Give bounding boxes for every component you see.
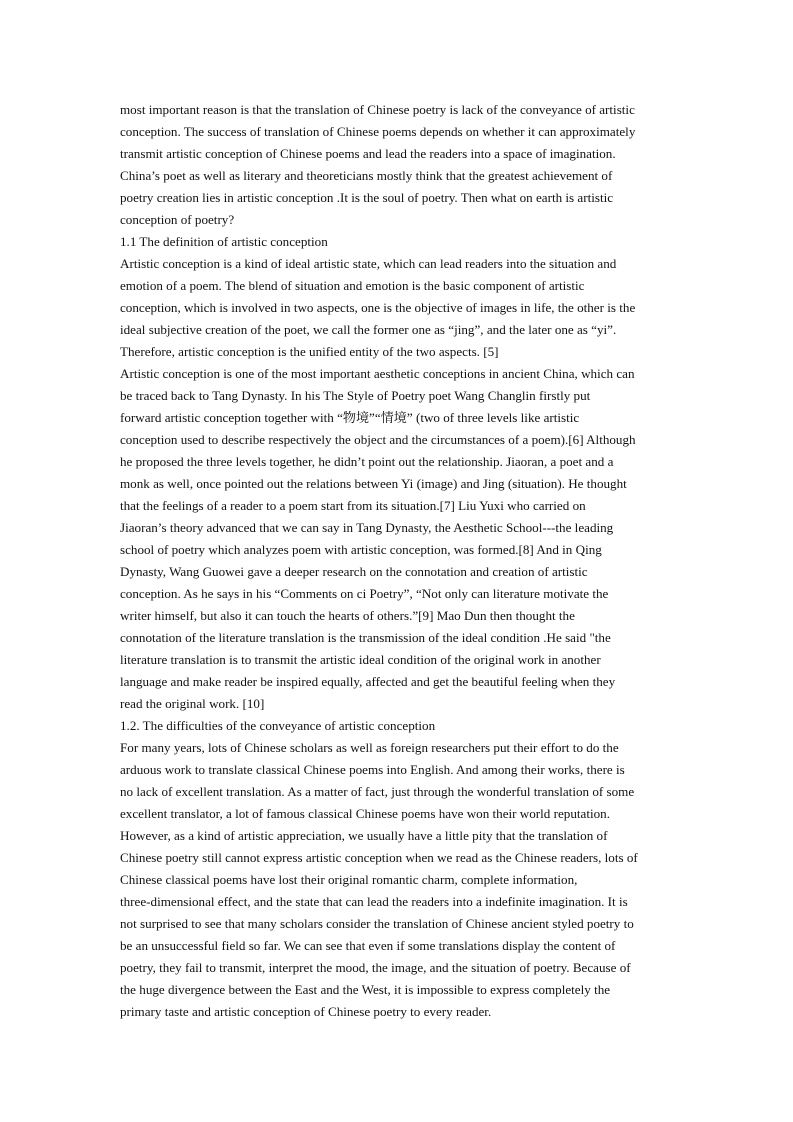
text-line: ideal subjective creation of the poet, we call the former one as “jing”, and the later one as “yi”. xyxy=(120,322,617,337)
text-line: excellent translator, a lot of famous classical Chinese poems have won their world reputation. xyxy=(120,806,610,821)
text-line: poetry creation lies in artistic conception .It is the soul of poetry. Then what on earth is artistic xyxy=(120,190,614,205)
text-line: primary taste and artistic conception of Chinese poetry to every reader. xyxy=(120,1004,492,1019)
text-line: writer himself, but also it can touch the hearts of others.”[9] Mao Dun then thought the xyxy=(120,608,575,623)
text-line: poetry, they fail to transmit, interpret the mood, the image, and the situation of poetry. Because of xyxy=(120,960,631,975)
text-line: 1.2. The difficulties of the conveyance of artistic conception xyxy=(120,718,436,733)
text-line: Dynasty, Wang Guowei gave a deeper research on the connotation and creation of artistic xyxy=(120,564,588,579)
text-line: Chinese classical poems have lost their original romantic charm, complete information, xyxy=(120,872,578,887)
text-line: conception of poetry? xyxy=(120,212,235,227)
text-line: no lack of excellent translation. As a matter of fact, just through the wonderful translation of some xyxy=(120,784,635,799)
text-line: China’s poet as well as literary and theoreticians mostly think that the greatest achievement of xyxy=(120,168,613,183)
text-line: emotion of a poem. The blend of situation and emotion is the basic component of artistic xyxy=(120,278,585,293)
text-line: school of poetry which analyzes poem with artistic conception, was formed.[8] And in Qing xyxy=(120,542,602,557)
text-line: three-dimensional effect, and the state that can lead the readers into a indefinite imagination. It is xyxy=(120,894,628,909)
document-body xyxy=(120,99,676,1023)
text-line: literature translation is to transmit the artistic ideal condition of the original work in another xyxy=(120,652,601,667)
text-line: transmit artistic conception of Chinese poems and lead the readers into a space of imagination. xyxy=(120,146,616,161)
text-line: most important reason is that the translation of Chinese poetry is lack of the conveyance of artistic xyxy=(120,102,635,117)
text-line: language and make reader be inspired equally, affected and get the beautiful feeling when they xyxy=(120,674,616,689)
text-line: connotation of the literature translation is the transmission of the ideal condition .He said "the xyxy=(120,630,611,645)
text-line: monk as well, once pointed out the relations between Yi (image) and Jing (situation). He thought xyxy=(120,476,627,491)
text-line: not surprised to see that many scholars consider the translation of Chinese ancient styled poetry to xyxy=(120,916,634,931)
text-line: the huge divergence between the East and the West, it is impossible to express completely the xyxy=(120,982,611,997)
text-line: that the feelings of a reader to a poem start from its situation.[7] Liu Yuxi who carried on xyxy=(120,498,586,513)
text-line: Jiaoran’s theory advanced that we can say in Tang Dynasty, the Aesthetic School---the leading xyxy=(120,520,614,535)
text-line: arduous work to translate classical Chinese poems into English. And among their works, there is xyxy=(120,762,625,777)
text-line: Artistic conception is a kind of ideal artistic state, which can lead readers into the situation and xyxy=(120,256,617,271)
text-line: For many years, lots of Chinese scholars as well as foreign researchers put their effort to do the xyxy=(120,740,619,755)
text-line: forward artistic conception together with “物境”“情境” (two of three levels like artistic xyxy=(120,410,580,425)
text-line: conception used to describe respectively the object and the circumstances of a poem).[6] Although xyxy=(120,432,636,447)
text-line: Therefore, artistic conception is the unified entity of the two aspects. [5] xyxy=(120,344,499,359)
text-line: conception, which is involved in two aspects, one is the objective of images in life, the other is the xyxy=(120,300,636,315)
text-line: be an unsuccessful field so far. We can see that even if some translations display the content of xyxy=(120,938,616,953)
text-line: 1.1 The definition of artistic conception xyxy=(120,234,328,249)
text-line: conception. As he says in his “Comments on ci Poetry”, “Not only can literature motivate the xyxy=(120,586,609,601)
text-line: Chinese poetry still cannot express artistic conception when we read as the Chinese readers, lots of xyxy=(120,850,638,865)
text-line: Artistic conception is one of the most important aesthetic conceptions in ancient China, which can xyxy=(120,366,635,381)
text-line: read the original work. [10] xyxy=(120,696,265,711)
text-line: However, as a kind of artistic appreciation, we usually have a little pity that the translation of xyxy=(120,828,608,843)
text-line: be traced back to Tang Dynasty. In his The Style of Poetry poet Wang Changlin firstly put xyxy=(120,388,591,403)
text-line: conception. The success of translation of Chinese poems depends on whether it can approximately xyxy=(120,124,636,139)
text-line: he proposed the three levels together, he didn’t point out the relationship. Jiaoran, a poet and a xyxy=(120,454,614,469)
